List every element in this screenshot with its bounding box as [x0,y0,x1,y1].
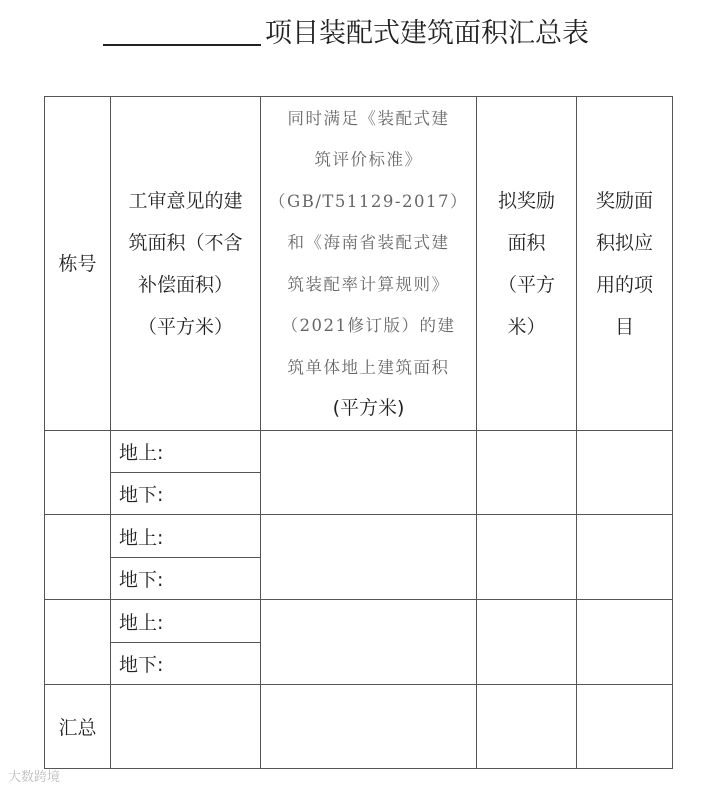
header-proposed-reward-area [477,97,577,431]
header-row [45,97,673,431]
header-qualified-area-line: 筑单体地上建筑面积 [287,357,450,377]
qualified-area-cell[interactable] [261,431,477,515]
watermark: 大数跨境 [8,770,61,785]
header-qualified-area-line: 和《海南省装配式建 [287,233,450,252]
header-qualified-area-unit: (平方米) [332,397,405,419]
reward-project-cell[interactable] [577,431,673,515]
project-name-blank [103,44,261,46]
header-proposed-reward-line: （平方 [497,273,555,296]
page-title: 项目装配式建筑面积汇总表 [265,18,589,49]
header-qualified-area-line: 筑装配率计算规则》 [287,274,450,294]
below-ground-label: 地下: [111,473,261,515]
above-ground-label: 地上: [111,515,261,558]
qualified-area-cell[interactable] [261,515,477,600]
header-approved-area-line: 工审意见的建 [128,189,243,212]
title-row [103,14,703,54]
building-no-cell[interactable] [45,515,111,600]
header-proposed-reward-line: 拟奖励 [497,189,555,212]
header-qualified-area-line: 同时满足《装配式建 [287,108,450,128]
above-ground-label: 地上: [111,600,261,643]
below-ground-label: 地下: [111,558,261,600]
reward-area-cell[interactable] [477,431,577,515]
reward-project-cell[interactable] [577,600,673,685]
header-proposed-reward-line: 米） [507,315,546,338]
reward-area-cell[interactable] [477,515,577,600]
header-qualified-area-line: （2021修订版）的建 [281,316,456,335]
header-reward-projects [577,97,673,431]
above-ground-label: 地上: [111,431,261,473]
total-reward-area-cell[interactable] [477,685,577,769]
table-row [45,600,673,643]
total-approved-area-cell[interactable] [111,685,261,769]
header-proposed-reward-line: 面积 [507,231,546,254]
total-qualified-area-cell[interactable] [261,685,477,769]
reward-area-cell[interactable] [477,600,577,685]
header-approved-area-line: （平方米） [137,315,233,338]
header-qualified-area-line: （GB/T51129-2017） [269,191,468,211]
building-no-cell[interactable] [45,431,111,515]
total-reward-project-cell[interactable] [577,685,673,769]
header-approved-area [111,97,261,431]
header-building-no: 栋号 [45,97,111,431]
reward-project-cell[interactable] [577,515,673,600]
below-ground-label: 地下: [111,643,261,685]
qualified-area-cell[interactable] [261,600,477,685]
header-approved-area-line: 补偿面积） [137,273,233,296]
total-label: 汇总 [45,685,111,769]
building-no-cell[interactable] [45,600,111,685]
header-reward-projects-line: 目 [614,315,634,338]
header-qualified-area-line: 筑评价标准》 [314,150,423,169]
table-row [45,515,673,558]
header-approved-area-line: 筑面积（不含 [128,231,243,254]
header-reward-projects-line: 用的项 [595,273,653,296]
header-reward-projects-line: 积拟应 [595,231,653,254]
summary-table [44,96,673,769]
total-row [45,685,673,769]
header-reward-projects-line: 奖励面 [595,189,653,212]
table-row [45,431,673,473]
header-qualified-area [261,97,477,431]
